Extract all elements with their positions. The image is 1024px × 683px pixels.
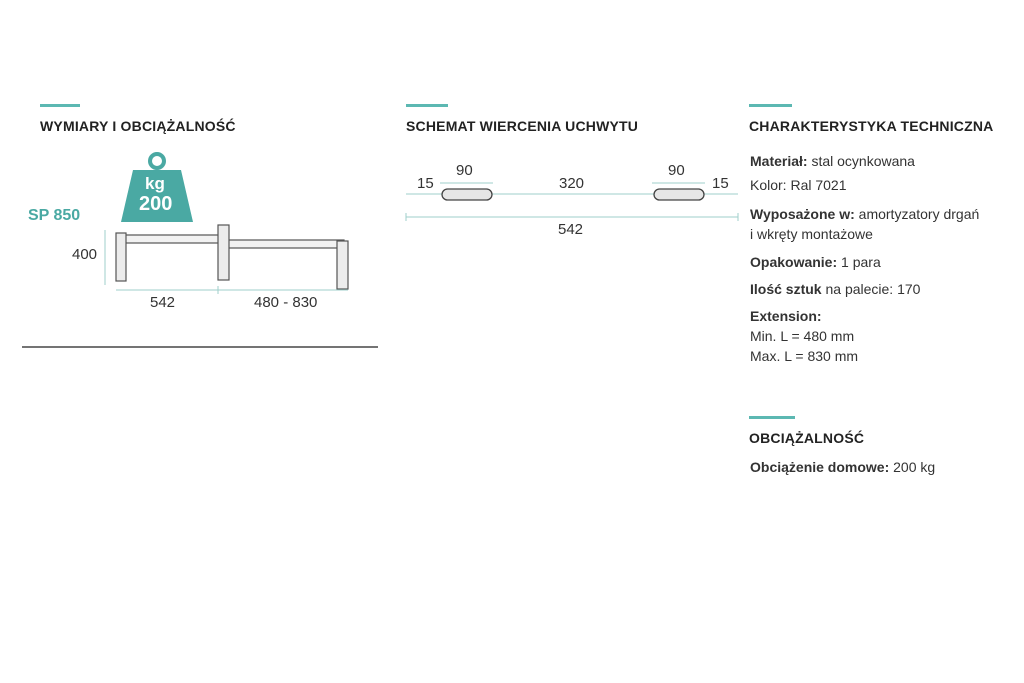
spec-load-value: 200 kg: [889, 459, 936, 475]
rail-left: [124, 235, 222, 243]
drill-left-margin: 15: [417, 175, 434, 192]
spec-packaging: [750, 254, 881, 270]
height-label: 400: [72, 246, 98, 263]
spec-material: [750, 153, 915, 169]
spec-equipment-line2: i wkręty montażowe: [750, 226, 873, 242]
spec-equipment: [750, 206, 979, 222]
spec-material-value: stal ocynkowana: [807, 153, 915, 169]
spec-equipment-label: Wyposażone w:: [750, 206, 855, 222]
heading-dimensions: WYMIARY I OBCIĄŻALNOŚĆ: [40, 118, 236, 134]
section-accent-load: [749, 416, 795, 419]
drill-total: 542: [558, 221, 584, 238]
section-accent-drilling: [406, 104, 448, 107]
drill-slot-left: 90: [456, 162, 473, 179]
heading-drilling: SCHEMAT WIERCENIA UCHWYTU: [406, 118, 639, 134]
drill-center: 320: [559, 175, 585, 192]
drill-right-margin: 15: [712, 175, 729, 192]
heading-specs: CHARAKTERYSTYKA TECHNICZNA: [749, 118, 994, 134]
slot-right: [654, 189, 704, 200]
rail-right: [228, 240, 344, 248]
spec-material-label: Materiał:: [750, 153, 808, 169]
spec-pallet-value: na palecie: 170: [821, 281, 921, 297]
section-accent-specs: [749, 104, 792, 107]
weight-value: 200: [139, 193, 173, 215]
spec-extension-max: Max. L = 830 mm: [750, 348, 859, 364]
model-label: SP 850: [28, 207, 81, 224]
heading-load: OBCIĄŻALNOŚĆ: [749, 430, 865, 446]
post-2: [218, 225, 229, 280]
drill-slot-right: 90: [668, 162, 685, 179]
post-1: [116, 233, 126, 281]
weight-unit: kg: [145, 174, 165, 193]
spec-extension-min: Min. L = 480 mm: [750, 328, 855, 344]
width-label-b: 480 - 830: [254, 294, 318, 311]
spec-load: [750, 459, 935, 475]
spec-load-label: Obciążenie domowe:: [750, 459, 890, 475]
width-label-a: 542: [150, 294, 176, 311]
slot-left: [442, 189, 492, 200]
spec-extension-label: Extension:: [750, 308, 822, 324]
spec-equipment-value: amortyzatory drgań: [854, 206, 980, 222]
post-3: [337, 241, 348, 289]
spec-color: Kolor: Ral 7021: [750, 177, 847, 193]
spec-pallet: [750, 281, 920, 297]
spec-packaging-label: Opakowanie:: [750, 254, 838, 270]
spec-pallet-label: Ilość sztuk: [750, 281, 822, 297]
spec-packaging-value: 1 para: [837, 254, 881, 270]
